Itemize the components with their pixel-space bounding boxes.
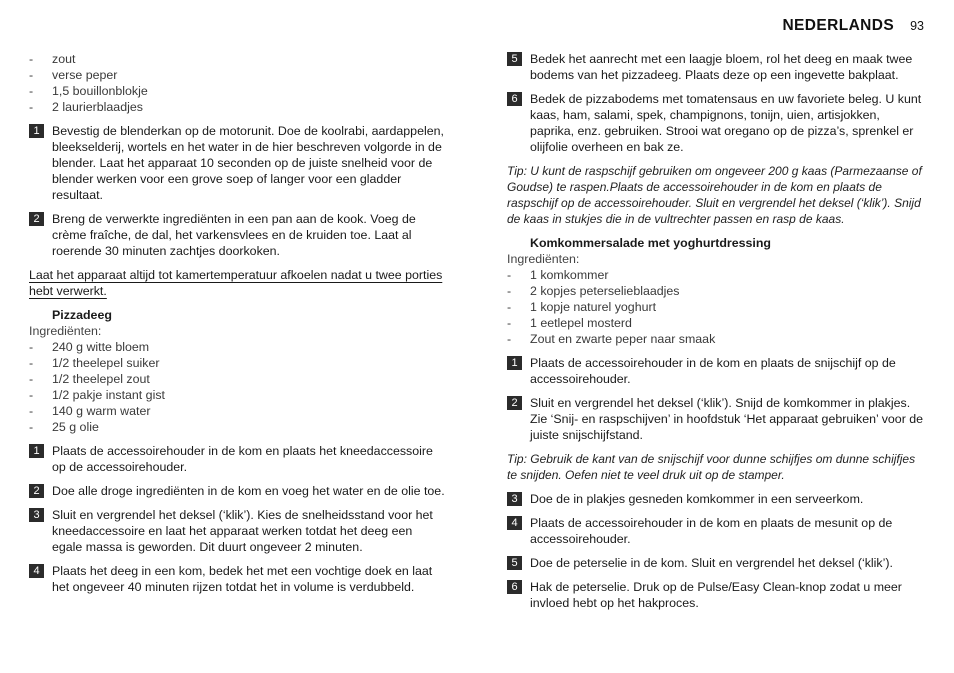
pizza-step-1 — [29, 443, 445, 475]
soup-step-1 — [29, 123, 445, 203]
step-number-badge: 2 — [29, 484, 44, 498]
pizza-ingredient-list — [29, 339, 445, 435]
step-text: Plaats het deeg in een kom, bedek het met een vochtige doek en laat het ongeveer 40 minuten rijzen totdat het in volume is verdubbeld. — [52, 564, 433, 594]
step-text: Sluit en vergrendel het deksel (‘klik’). Snijd de komkommer in plakjes. Zie ‘Snij- en raspschijven’ in hoofdstuk ‘Het apparaat gebruiken’ voor de juiste snijschijfstand. — [530, 396, 924, 442]
salad-ingredient-list — [507, 267, 927, 347]
step-text: Bevestig de blenderkan op de motorunit. Doe de koolrabi, aardappelen, bleekselderij, wortels en het water in de hier beschreven volgorde in de blender. Laat het apparaat 10 seconden op de juiste snelheid voor de blender werken voor een grove soep of langer voor een gladder resultaat. — [52, 124, 444, 202]
salad-step-3 — [507, 491, 927, 507]
ingredients-label: Ingrediënten: — [507, 252, 580, 266]
step-number-badge: 1 — [29, 124, 44, 138]
step-number-badge: 1 — [507, 356, 522, 370]
step-text: Sluit en vergrendel het deksel (‘klik’). Kies de snelheidsstand voor het kneedaccessoire en laat het apparaat werken totdat het deeg een egale massa is geworden. Dit duurt ongeveer 2 minuten. — [52, 508, 433, 554]
step-text: Hak de peterselie. Druk op de Pulse/Easy Clean-knop zodat u meer invloed hebt op het hakproces. — [530, 580, 902, 610]
list-item: - 1/2 pakje instant gist — [29, 388, 165, 402]
step-number-badge: 5 — [507, 556, 522, 570]
list-item: - Zout en zwarte peper naar smaak — [507, 332, 716, 346]
cucumber-salad-heading: Komkommersalade met yoghurtdressing — [530, 236, 771, 250]
ingredients-label: Ingrediënten: — [29, 324, 102, 338]
salad-step-2 — [507, 395, 927, 443]
slicing-tip: Tip: Gebruik de kant van de snijschijf voor dunne schijfjes om dunne schijfjes te snijden. Oefen niet te veel druk uit op de stamper. — [507, 452, 916, 482]
step-text: Doe alle droge ingrediënten in de kom en voeg het water en de olie toe. — [52, 484, 445, 498]
soup-step-2 — [29, 211, 445, 259]
language-heading: NEDERLANDS — [782, 17, 895, 34]
soup-ingredient-list — [29, 51, 445, 115]
list-item: - 1 kopje naturel yoghurt — [507, 300, 657, 314]
page-header — [782, 17, 924, 35]
step-number-badge: 5 — [507, 52, 522, 66]
cooling-note: Laat het apparaat altijd tot kamertemperatuur afkoelen nadat u twee porties hebt verwerkt. — [29, 268, 443, 298]
page-number: 93 — [910, 19, 924, 33]
salad-step-1 — [507, 355, 927, 387]
pizza-dough-heading: Pizzadeeg — [52, 308, 112, 322]
step-number-badge: 4 — [507, 516, 522, 530]
step-text: Plaats de accessoirehouder in de kom en plaats het kneedaccessoire op de accessoirehouder. — [52, 444, 433, 474]
step-number-badge: 2 — [507, 396, 522, 410]
list-item: - 240 g witte bloem — [29, 340, 150, 354]
left-column — [29, 51, 445, 595]
step-text: Bedek het aanrecht met een laagje bloem, rol het deeg en maak twee bodems van het pizzadeeg. Plaats deze op een ingevette bakplaat. — [530, 52, 913, 82]
step-number-badge: 2 — [29, 212, 44, 226]
list-item: - 25 g olie — [29, 420, 99, 434]
pizza-step-6 — [507, 91, 927, 155]
pizza-step-5 — [507, 51, 927, 83]
step-text: Bedek de pizzabodems met tomatensaus en uw favoriete beleg. U kunt kaas, ham, salami, spek, champignons, tonijn, uien, artisjokken, paprika, enz. gebruiken. Strooi wat oregano op de pizza’s, sprenkel er olijfolie overheen en bak ze. — [530, 92, 922, 154]
salad-step-6 — [507, 579, 927, 611]
step-number-badge: 3 — [29, 508, 44, 522]
salad-step-4 — [507, 515, 927, 547]
list-item: - 2 laurierblaadjes — [29, 100, 143, 114]
list-item: - verse peper — [29, 68, 118, 82]
step-text: Doe de peterselie in de kom. Sluit en vergrendel het deksel (‘klik’). — [530, 556, 893, 570]
list-item: - zout — [29, 52, 76, 66]
list-item: - 1,5 bouillonblokje — [29, 84, 148, 98]
list-item: - 1/2 theelepel zout — [29, 372, 150, 386]
right-column — [507, 51, 927, 611]
salad-step-5 — [507, 555, 927, 571]
list-item: - 1 eetlepel mosterd — [507, 316, 632, 330]
cheese-grating-tip: Tip: U kunt de raspschijf gebruiken om ongeveer 200 g kaas (Parmezaanse of Goudse) te raspen.Plaats de accessoirehouder in de kom en plaats de raspschijf op de accessoirehouder. Sluit en vergrendel het deksel (‘klik’). Snijd de kaas in stukjes die in de vultrechter passen en rasp de kaas. — [507, 164, 922, 226]
step-text: Doe de in plakjes gesneden komkommer in een serveerkom. — [530, 492, 864, 506]
step-number-badge: 4 — [29, 564, 44, 578]
step-text: Breng de verwerkte ingrediënten in een pan aan de kook. Voeg de crème fraîche, de dal, het varkensvlees en de kruiden toe. Laat al roerende 30 minuten zachtjes doorkoken. — [52, 212, 416, 258]
list-item: - 140 g warm water — [29, 404, 151, 418]
step-number-badge: 1 — [29, 444, 44, 458]
step-text: Plaats de accessoirehouder in de kom en plaats de snijschijf op de accessoirehouder. — [530, 356, 896, 386]
list-item: - 2 kopjes peterselieblaadjes — [507, 284, 680, 298]
step-number-badge: 3 — [507, 492, 522, 506]
pizza-step-2 — [29, 483, 445, 499]
pizza-step-4 — [29, 563, 445, 595]
step-text: Plaats de accessoirehouder in de kom en plaats de mesunit op de accessoirehouder. — [530, 516, 893, 546]
step-number-badge: 6 — [507, 92, 522, 106]
list-item: - 1/2 theelepel suiker — [29, 356, 160, 370]
step-number-badge: 6 — [507, 580, 522, 594]
pizza-step-3 — [29, 507, 445, 555]
list-item: - 1 komkommer — [507, 268, 609, 282]
